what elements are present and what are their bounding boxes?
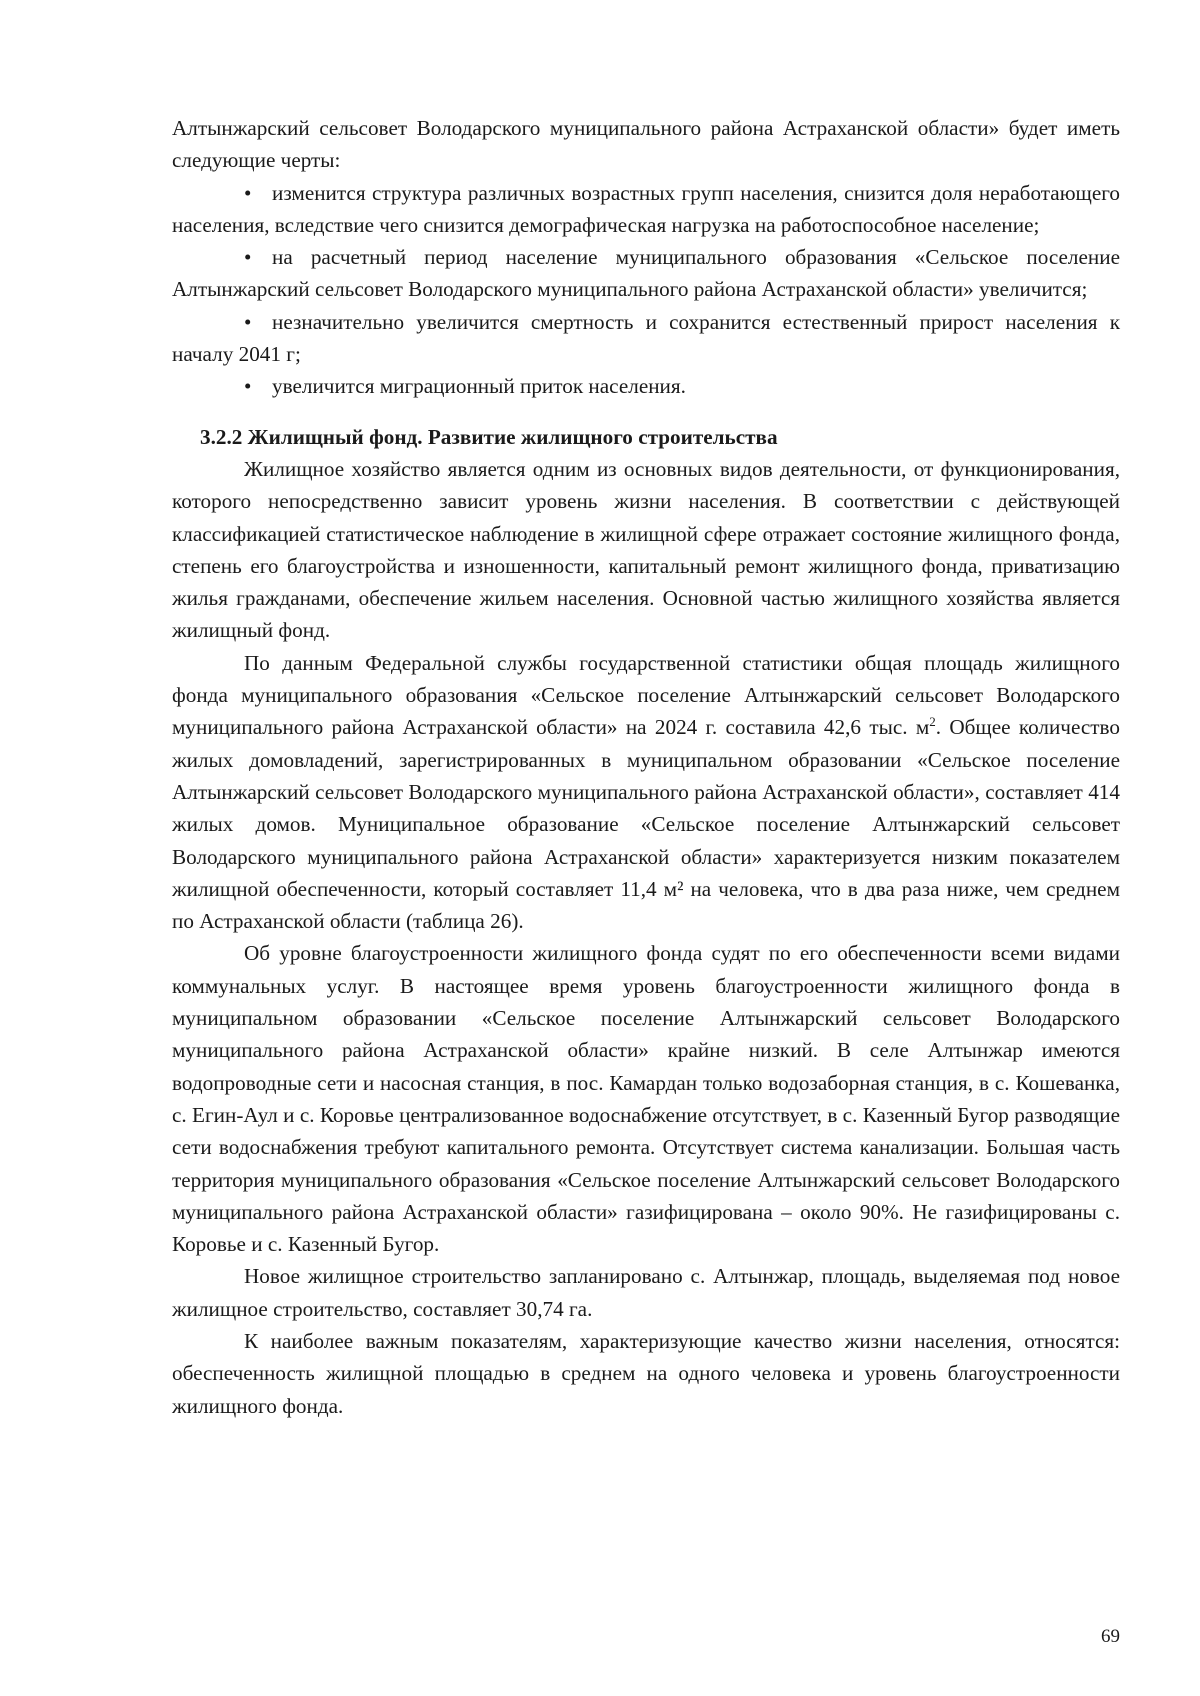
list-item-text: незначительно увеличится смертность и сохранится естественный прирост населения к началу 2041 г; — [172, 309, 1120, 367]
paragraph-statistics-part-a: По данным Федеральной службы государственной статистики общая площадь жилищного фонда муниципального образования «Сельское поселение Алтынжарский сельсовет Володарского муниципального района Астраханской области» на 2024 г. составила 42,6 тыс. м — [172, 650, 1120, 740]
paragraph-statistics-part-b: . Общее количество жилых домовладений, зарегистрированных в муниципальном образовании «Сельское поселение Алтынжарский сельсовет Володарского муниципального района Астраханской области», составляет 414 жилых домов. Муниципальное образование «Сельское поселение Алтынжарский сельсовет Володарского муниципального района Астраханской области» характеризуется низким показателем жилищной обеспеченности, который составляет 11,4 м² на человека, что в два раза ниже, чем среднем по Астраханской области (таблица 26). — [172, 715, 1120, 934]
list-item-text: изменится структура различных возрастных групп населения, снизится доля неработающего населения, вследствие чего снизится демографическая нагрузка на работоспособное население; — [172, 180, 1120, 237]
document-page — [172, 112, 1120, 1422]
list-item-text: увеличится миграционный приток населения. — [272, 374, 686, 399]
section-heading: 3.2.2 Жилищный фонд. Развитие жилищного строительства — [200, 424, 778, 449]
bullet-icon: • — [244, 374, 252, 399]
bullet-icon: • — [244, 245, 252, 270]
list-item-text: на расчетный период население муниципального образования «Сельское поселение Алтынжарский сельсовет Володарского муниципального района Астраханской области» увеличится; — [172, 245, 1120, 302]
superscript: 2 — [929, 714, 936, 730]
list-item — [172, 241, 1120, 306]
bullet-icon: • — [244, 309, 252, 334]
bullet-list — [172, 177, 1120, 403]
paragraph-construction: Новое жилищное строительство запланировано с. Алтынжар, площадь, выделяемая под новое жилищное строительство, составляет 30,74 га. — [172, 1264, 1120, 1321]
paragraph-housing: Жилищное хозяйство является одним из основных видов деятельности, от функционирования, которого непосредственно зависит уровень жизни населения. В соответствии с действующей классификацией статистическое наблюдение в жилищной сфере отражает состояние жилищного фонда, степень его благоустройства и изношенности, капитальный ремонт жилищного фонда, приватизацию жилья гражданами, обеспечение жильем населения. Основной частью жилищного хозяйства является жилищный фонд. — [172, 456, 1120, 643]
page-number: 69 — [1101, 1626, 1120, 1647]
list-item — [172, 370, 1120, 402]
bullet-icon: • — [244, 180, 252, 205]
list-item — [172, 306, 1120, 371]
paragraph-utilities: Об уровне благоустроенности жилищного фонда судят по его обеспеченности всеми видами коммунальных услуг. В настоящее время уровень благоустроенности жилищного фонда в муниципальном образовании «Сельское поселение Алтынжарский сельсовет Володарского муниципального района Астраханской области» крайне низкий. В селе Алтынжар имеются водопроводные сети и насосная станция, в пос. Камардан только водозаборная станция, в с. Кошеванка, с. Егин-Аул и с. Коровье централизованное водоснабжение отсутствует, в с. Казенный Бугор разводящие сети водоснабжения требуют капитального ремонта. Отсутствует система канализации. Большая часть территория муниципального образования «Сельское поселение Алтынжарский сельсовет Володарского муниципального района Астраханской области» газифицирована – около 90%. Не газифицированы с. Коровье и с. Казенный Бугор. — [172, 941, 1120, 1257]
paragraph-statistics — [172, 647, 1120, 938]
list-item — [172, 177, 1120, 242]
paragraph-indicators: К наиболее важным показателям, характеризующие качество жизни населения, относятся: обеспеченность жилищной площадью в среднем на одного человека и уровень благоустроенности жилищного фонда. — [172, 1328, 1120, 1418]
intro-paragraph: Алтынжарский сельсовет Володарского муниципального района Астраханской области» будет иметь следующие черты: — [172, 116, 1120, 173]
